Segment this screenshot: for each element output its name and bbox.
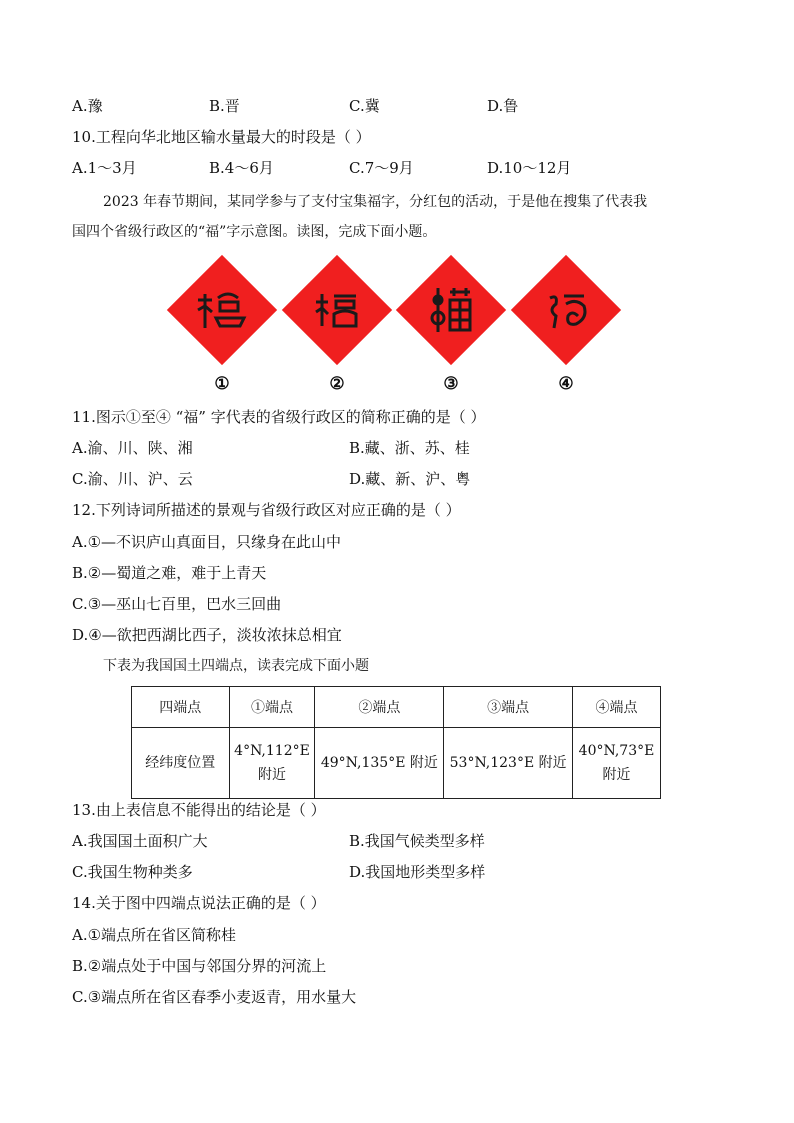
fu-image-3 — [395, 254, 507, 366]
intro1-line2: 国四个省级行政区的“福”字示意图。读图，完成下面小题。 — [72, 224, 437, 240]
table-cell-line: 附近 — [602, 767, 631, 783]
table-cell — [573, 728, 661, 799]
q10-option-b: B.4～6月 — [209, 159, 274, 177]
fu-glyph-1 — [166, 254, 278, 366]
q10-option-c: C.7～9月 — [349, 159, 414, 177]
endpoints-table — [131, 686, 661, 799]
fu-number-4: ④ — [558, 374, 574, 394]
fu-image-1 — [166, 254, 278, 366]
table-header-cell: 四端点 — [132, 687, 230, 728]
q14-option-a: A.①端点所在省区简称桂 — [72, 926, 237, 944]
q13-option-a: A.我国国土面积广大 — [72, 832, 208, 850]
fu-number-2: ② — [329, 374, 345, 394]
q9-option-c: C.冀 — [349, 97, 380, 115]
q14-stem: 14.关于图中四端点说法正确的是（ ） — [72, 894, 326, 912]
fu-glyph-3-icon — [428, 286, 474, 334]
fu-glyph-1-icon — [194, 288, 250, 332]
table-header-cell: ③端点 — [444, 687, 573, 728]
table-cell-line: 附近 — [258, 767, 286, 783]
table-row — [132, 728, 661, 799]
table-cell — [229, 728, 315, 799]
q13-stem: 13.由上表信息不能得出的结论是（ ） — [72, 801, 326, 819]
q10-option-a: A.1～3月 — [72, 159, 137, 177]
q12-option-a: A.①—不识庐山真面目，只缘身在此山中 — [72, 533, 342, 551]
fu-glyph-3 — [395, 254, 507, 366]
fu-glyph-4 — [510, 254, 622, 366]
q12-stem: 12.下列诗词所描述的景观与省级行政区对应正确的是（ ） — [72, 501, 461, 519]
table-cell-line: 4°N,112°E — [234, 743, 310, 759]
fu-number-3: ③ — [443, 374, 459, 394]
table-cell-line: 49°N,135°E 附近 — [320, 755, 438, 771]
table-cell — [444, 728, 573, 799]
q12-option-b: B.②—蜀道之难，难于上青天 — [72, 564, 267, 582]
q13-option-d: D.我国地形类型多样 — [349, 863, 486, 881]
table-row-label: 经纬度位置 — [132, 728, 230, 799]
fu-number-1: ① — [214, 374, 230, 394]
table-cell-line: 53°N,123°E 附近 — [449, 755, 567, 771]
intro1-line1: 2023 年春节期间，某同学参与了支付宝集福字，分红包的活动，于是他在搜集了代表我 — [103, 194, 648, 210]
q10-stem: 10.工程向华北地区输水量最大的时段是（ ） — [72, 128, 371, 146]
q11-option-b: B.藏、浙、苏、桂 — [349, 439, 470, 457]
q9-option-b: B.晋 — [209, 97, 240, 115]
q11-stem: 11.图示①至④ “福” 字代表的省级行政区的简称正确的是（ ） — [72, 408, 486, 426]
fu-glyph-4-icon — [544, 290, 588, 330]
q13-option-b: B.我国气候类型多样 — [349, 832, 485, 850]
q10-option-d: D.10～12月 — [487, 159, 572, 177]
table-cell — [315, 728, 444, 799]
q11-option-a: A.渝、川、陕、湘 — [72, 439, 193, 457]
q9-option-d: D.鲁 — [487, 97, 519, 115]
table-header-row — [132, 687, 661, 728]
fu-glyph-2-icon — [314, 290, 360, 330]
q14-option-b: B.②端点处于中国与邻国分界的河流上 — [72, 957, 327, 975]
q9-option-a: A.豫 — [72, 97, 103, 115]
q12-option-d: D.④—欲把西湖比西子，淡妆浓抹总相宜 — [72, 626, 342, 644]
q14-option-c: C.③端点所在省区春季小麦返青，用水量大 — [72, 988, 357, 1006]
table-header-cell: ①端点 — [229, 687, 315, 728]
q11-option-d: D.藏、新、沪、粤 — [349, 470, 471, 488]
q11-option-c: C.渝、川、沪、云 — [72, 470, 193, 488]
fu-image-4 — [510, 254, 622, 366]
q13-option-c: C.我国生物种类多 — [72, 863, 193, 881]
q12-option-c: C.③—巫山七百里，巴水三回曲 — [72, 595, 282, 613]
table-cell-line: 40°N,73°E — [578, 743, 655, 759]
table-header-cell: ④端点 — [573, 687, 661, 728]
table-header-cell: ②端点 — [315, 687, 444, 728]
intro2: 下表为我国国土四端点，读表完成下面小题 — [103, 658, 369, 674]
fu-image-2 — [281, 254, 393, 366]
fu-glyph-2 — [281, 254, 393, 366]
